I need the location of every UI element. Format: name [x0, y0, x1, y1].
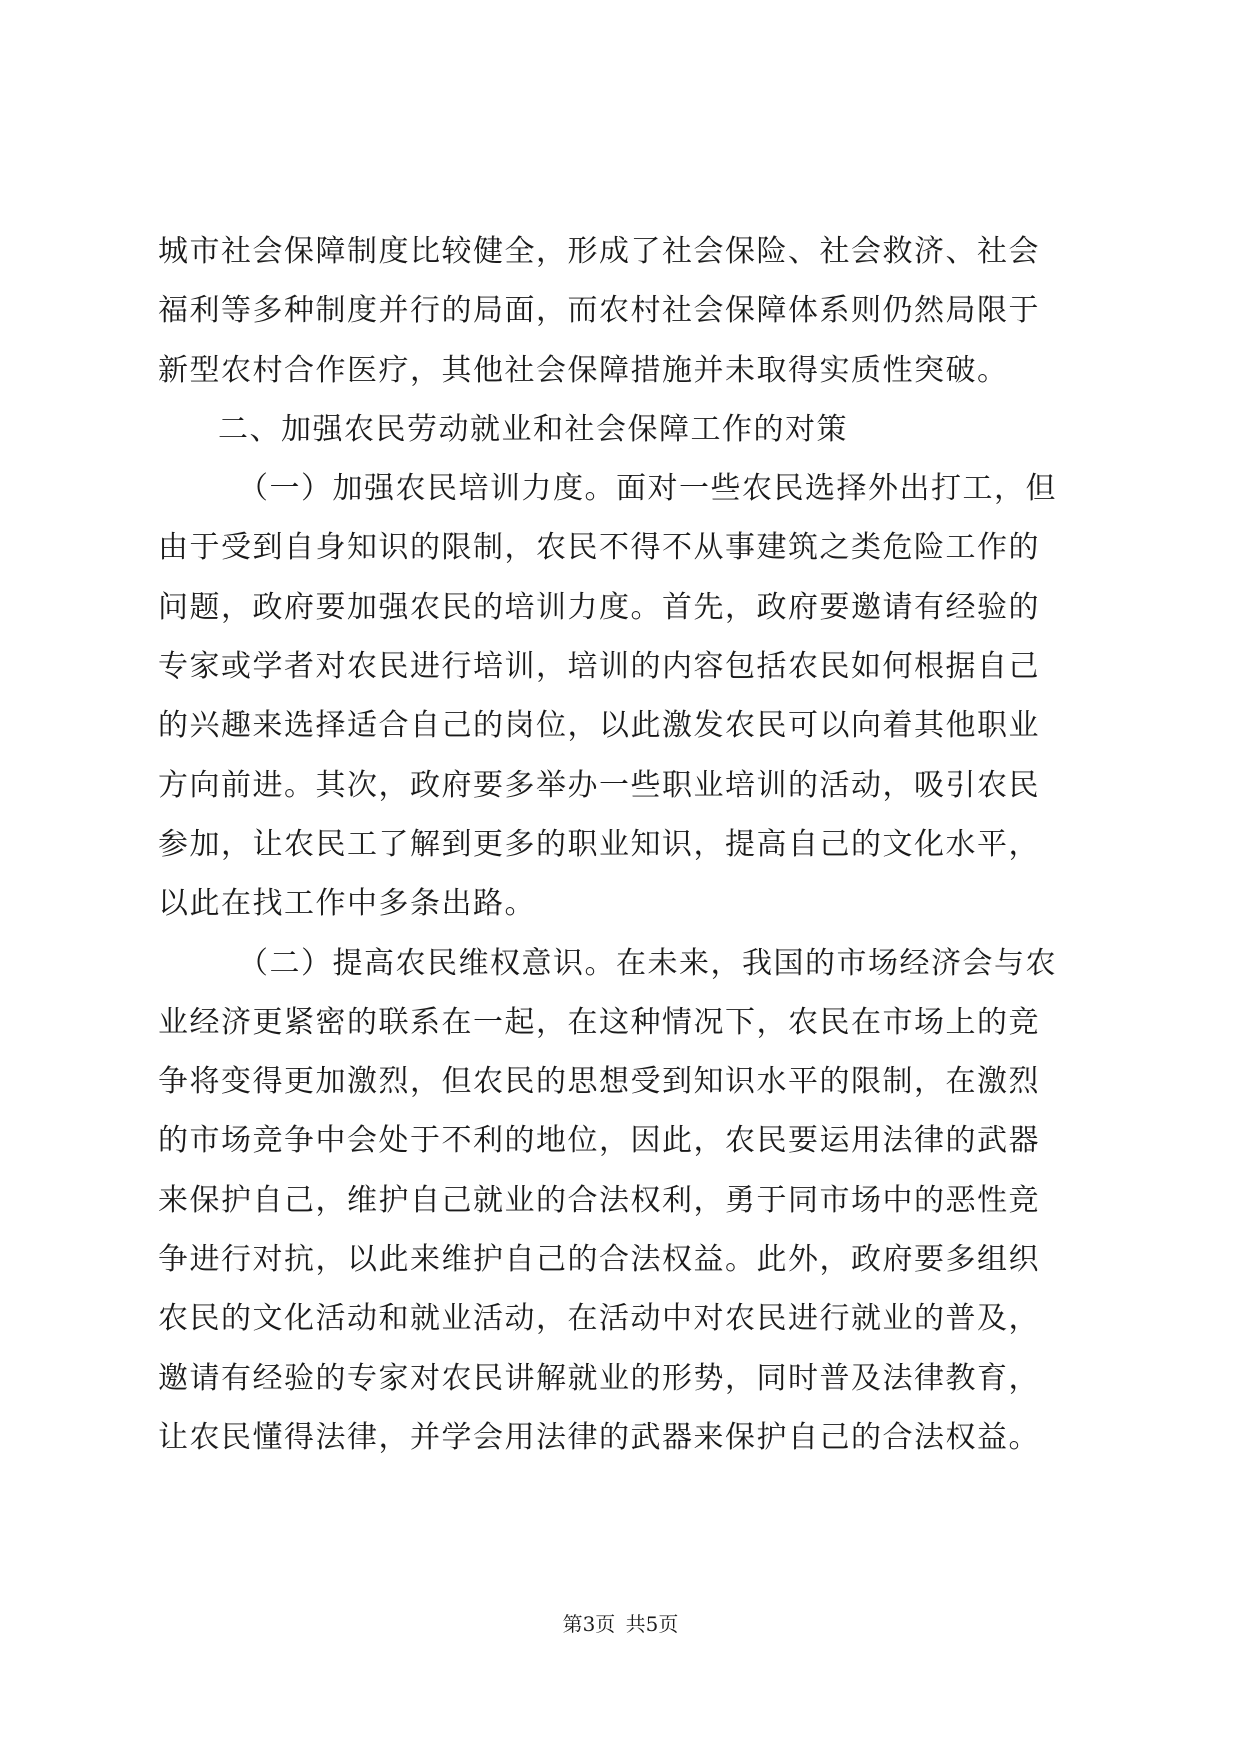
page-number: 第3页: [562, 1612, 616, 1636]
body-text: [158, 222, 1088, 1467]
text-line: 的市场竞争中会处于不利的地位，因此，农民要运用法律的武器: [158, 1123, 1040, 1159]
text-line: 来保护自己，维护自己就业的合法权利，勇于同市场中的恶性竞: [158, 1182, 1040, 1218]
text-line: 福利等多种制度并行的局面，而农村社会保障体系则仍然局限于: [158, 293, 1040, 329]
text-line: 新型农村合作医疗，其他社会保障措施并未取得实质性突破。: [158, 352, 1009, 388]
page-total: 共5页: [625, 1612, 679, 1636]
text-line: 城市社会保障制度比较健全，形成了社会保险、社会救济、社会: [158, 234, 1040, 269]
text-line: 以此在找工作中多条出路。: [158, 886, 536, 922]
text-line: 邀请有经验的专家对农民讲解就业的形势，同时普及法律教育，: [158, 1360, 1040, 1396]
text-line: 争将变得更加激烈，但农民的思想受到知识水平的限制，在激烈: [158, 1064, 1040, 1100]
text-line: 参加，让农民工了解到更多的职业知识，提高自己的文化水平，: [158, 826, 1040, 862]
page-footer: [0, 1610, 1241, 1638]
text-line: 的兴趣来选择适合自己的岗位，以此激发农民可以向着其他职业: [158, 708, 1040, 744]
text-line: 农民的文化活动和就业活动，在活动中对农民进行就业的普及，: [158, 1301, 1040, 1337]
text-line: 专家或学者对农民进行培训，培训的内容包括农民如何根据自己: [158, 649, 1040, 685]
section-heading: 二、加强农民劳动就业和社会保障工作的对策: [218, 411, 848, 447]
subsection-heading-line: （二）提高农民维权意识。在未来，我国的市场经济会与农: [238, 945, 1057, 981]
text-line: 争进行对抗，以此来维护自己的合法权益。此外，政府要多组织: [158, 1242, 1040, 1278]
text-line: 由于受到自身知识的限制，农民不得不从事建筑之类危险工作的: [158, 530, 1040, 566]
text-line: 方向前进。其次，政府要多举办一些职业培训的活动，吸引农民: [158, 767, 1040, 803]
text-line: 问题，政府要加强农民的培训力度。首先，政府要邀请有经验的: [158, 589, 1040, 625]
text-line: 让农民懂得法律，并学会用法律的武器来保护自己的合法权益。: [158, 1419, 1040, 1455]
text-line: 业经济更紧密的联系在一起，在这种情况下，农民在市场上的竞: [158, 1004, 1040, 1040]
subsection-heading-line: （一）加强农民培训力度。面对一些农民选择外出打工，但: [238, 471, 1057, 507]
